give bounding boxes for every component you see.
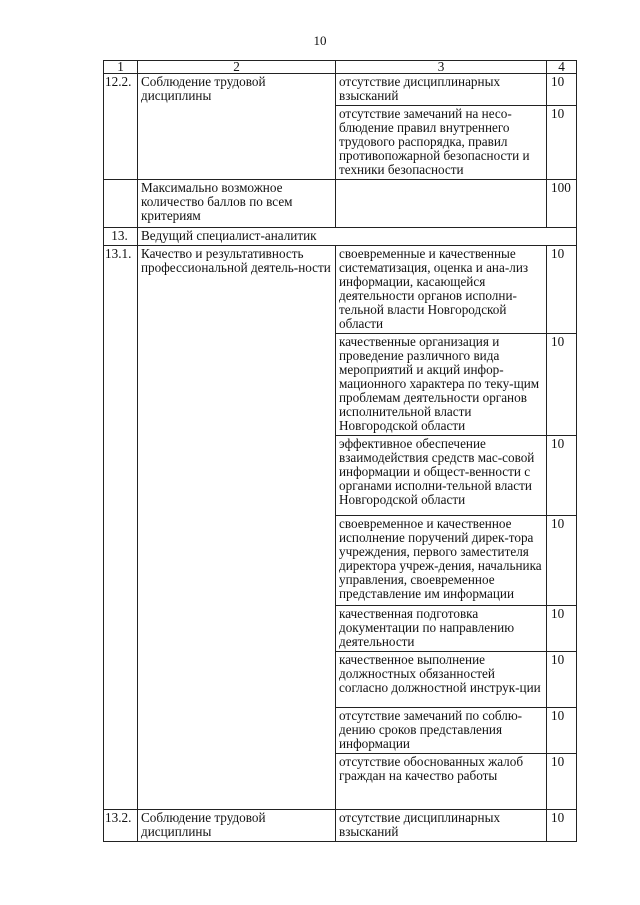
criterion-text: своевременное и качественное исполнение поручений дирек-тора учреждения, первого заместителя директора учреж-дения, начальника управления, своевременное представление им информации (336, 516, 547, 606)
criteria-table (103, 60, 577, 842)
indicator-name: Максимально возможное количество баллов по всем критериям (138, 180, 336, 228)
criterion-score: 10 (547, 74, 577, 106)
section-row (104, 228, 577, 246)
criterion-score: 10 (547, 106, 577, 180)
criterion-text: отсутствие обоснованных жалоб граждан на качество работы (336, 754, 547, 810)
column-header: 3 (336, 61, 547, 74)
item-number: 12.2. (104, 74, 138, 180)
criterion-text: эффективное обеспечение взаимодействия средств мас-совой информации и общест-венности с органами исполни-тельной власти Новгородской области (336, 436, 547, 516)
criterion-text: отсутствие дисциплинарных взысканий (336, 74, 547, 106)
column-header: 1 (104, 61, 138, 74)
criterion-text (336, 180, 547, 228)
item-number: 13.2. (104, 810, 138, 842)
indicator-name: Качество и результативность профессиональной деятель-ности (138, 246, 336, 810)
criterion-score: 10 (547, 708, 577, 754)
criterion-score: 10 (547, 334, 577, 436)
column-header: 2 (138, 61, 336, 74)
item-number (104, 180, 138, 228)
criterion-text: качественные организация и проведение различного вида мероприятий и акций инфор-мационного характера по теку-щим проблемам деятельности органов исполнительной власти Новгородской области (336, 334, 547, 436)
criterion-text: качественное выполнение должностных обязанностей согласно должностной инструк-ции (336, 652, 547, 708)
section-title: Ведущий специалист-аналитик (138, 228, 577, 246)
table-header-row (104, 61, 577, 74)
criterion-score: 10 (547, 754, 577, 810)
table-row (104, 180, 577, 228)
criterion-score: 100 (547, 180, 577, 228)
section-number: 13. (104, 228, 138, 246)
criterion-score: 10 (547, 652, 577, 708)
criterion-text: отсутствие дисциплинарных взысканий (336, 810, 547, 842)
item-number: 13.1. (104, 246, 138, 810)
indicator-name: Соблюдение трудовой дисциплины (138, 810, 336, 842)
criterion-score: 10 (547, 606, 577, 652)
table-row (104, 74, 577, 106)
table-row (104, 246, 577, 334)
criterion-score: 10 (547, 810, 577, 842)
indicator-name: Соблюдение трудовой дисциплины (138, 74, 336, 180)
criterion-text: качественная подготовка документации по направлению деятельности (336, 606, 547, 652)
criterion-text: отсутствие замечаний на несо-блюдение правил внутреннего трудового распорядка, правил противопожарной безопасности и техники безопасности (336, 106, 547, 180)
criterion-text: отсутствие замечаний по соблю-дению сроков представления информации (336, 708, 547, 754)
criterion-score: 10 (547, 436, 577, 516)
criterion-score: 10 (547, 246, 577, 334)
page-number: 10 (313, 33, 327, 48)
table-row (104, 810, 577, 842)
criterion-text: своевременные и качественные систематизация, оценка и ана-лиз информации, касающейся деятельности органов исполни-тельной власти Новгородской области (336, 246, 547, 334)
column-header: 4 (547, 61, 577, 74)
criterion-score: 10 (547, 516, 577, 606)
